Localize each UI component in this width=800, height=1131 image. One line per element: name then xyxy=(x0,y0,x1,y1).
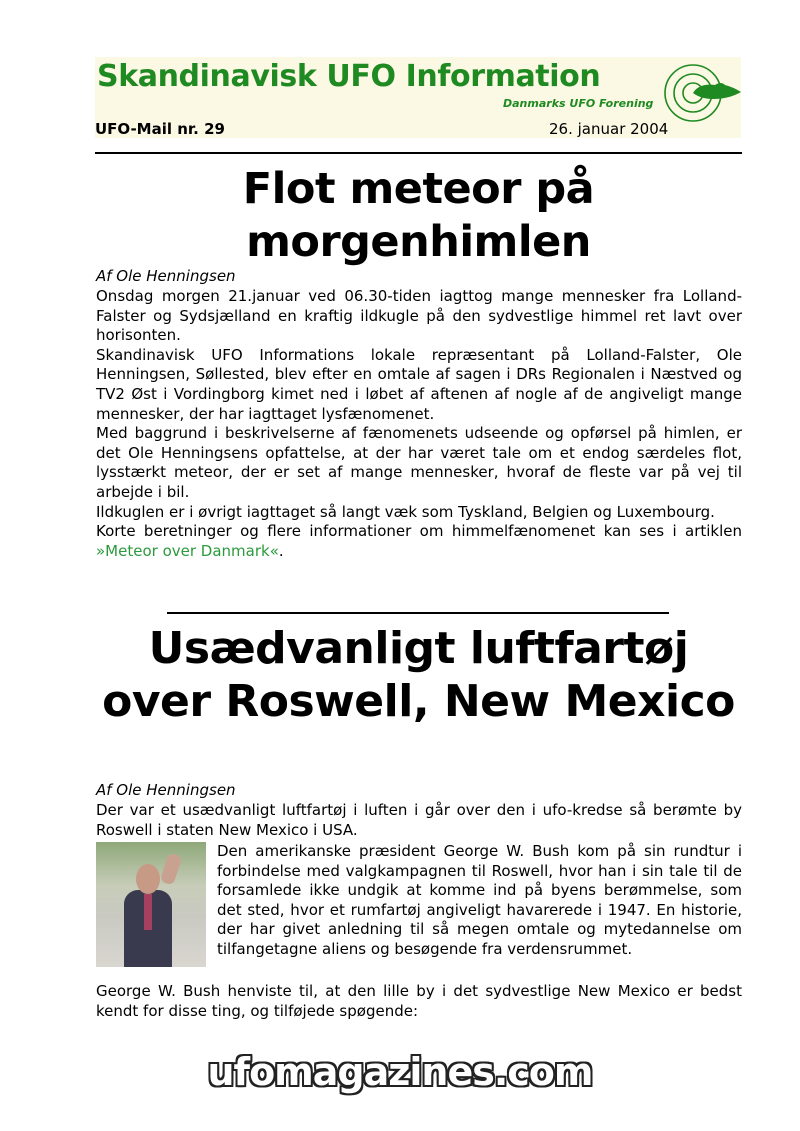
article1-paragraph: Onsdag morgen 21.januar ved 06.30-tiden iagttog mange mennesker fra Lolland-Falster og Sydsjælland en kraftig ildkugle på den sydvestlige himmel ret lavt over horisonten. xyxy=(96,287,742,345)
masthead xyxy=(95,57,741,138)
issue-number: UFO-Mail nr. 29 xyxy=(95,120,225,138)
watermark: ufomagazines.com xyxy=(207,1050,593,1094)
article1-byline: Af Ole Henningsen xyxy=(96,267,236,285)
bush-photo xyxy=(96,842,206,967)
issue-date: 26. januar 2004 xyxy=(549,120,669,138)
article2-photo-paragraph xyxy=(217,842,742,960)
article-divider xyxy=(167,612,669,614)
masthead-title: Skandinavisk UFO Information xyxy=(97,59,601,94)
photo-head xyxy=(136,864,160,894)
closing-period: . xyxy=(278,541,284,560)
article1-headline: Flot meteor på morgenhimlen xyxy=(242,164,595,267)
masthead-subtitle: Danmarks UFO Forening xyxy=(503,97,654,110)
article2-byline: Af Ole Henningsen xyxy=(96,781,236,799)
meteor-article-link[interactable]: »Meteor over Danmark« xyxy=(96,541,279,560)
article2-paragraph2: George W. Bush henviste til, at den lille by i det sydvestlige New Mexico er bedst kendt for disse ting, og tilføjede spøgende: xyxy=(96,982,742,1020)
header-divider xyxy=(95,152,742,154)
article2-intro: Der var et usædvanligt luftfartøj i luften i går over den i ufo-kredse så berømte by Roswell i staten New Mexico i USA. xyxy=(96,801,742,839)
article1-paragraph: Med baggrund i beskrivelserne af fænomenets udseende og opførsel på himlen, er det Ole Henningsens opfattelse, at der har været tale om et endog særdeles flot, lysstærkt meteor, der er set af mange mennesker, hvoraf de fleste var på vej til arbejde i bil. xyxy=(96,424,742,501)
article1-paragraph: Ildkuglen er i øvrigt iagttaget så langt væk som Tyskland, Belgien og Luxembourg. xyxy=(96,502,715,521)
article1-paragraph: Skandinavisk UFO Informations lokale repræsentant på Lolland-Falster, Ole Henningsen, Søllested, blev efter en omtale af sagen i DRs Regionalen i Næstved og TV2 Øst i Vordingborg kimet ned i løbet af aftenen af nogle af de angiveligt mange mennesker, der har iagttaget lysfænomenet. xyxy=(96,345,742,423)
photo-paragraph-text: Den amerikanske præsident George W. Bush kom på sin rundtur i forbindelse med valgkampagnen til Roswell, hvor han i sin tale til de forsamlede ikke undgik at komme ind på byens berømmelse, som det sted, hvor et rumfartøj angiveligt havarerede i 1947. En historie, der har givet anledning til så megen omtale og mytedannelse om tilfangetagne aliens og besøgende fra verdensrummet. xyxy=(217,842,742,958)
photo-tie xyxy=(144,894,152,930)
article1-body xyxy=(96,287,742,561)
photo-hand xyxy=(160,853,183,886)
article1-closing xyxy=(96,522,742,561)
closing-text: Korte beretninger og flere informationer om himmelfænomenet kan ses i artiklen xyxy=(96,522,742,541)
ufo-radar-logo-icon xyxy=(663,59,743,123)
article2-headline: Usædvanligt luftfartøj over Roswell, New Mexico xyxy=(102,623,735,727)
